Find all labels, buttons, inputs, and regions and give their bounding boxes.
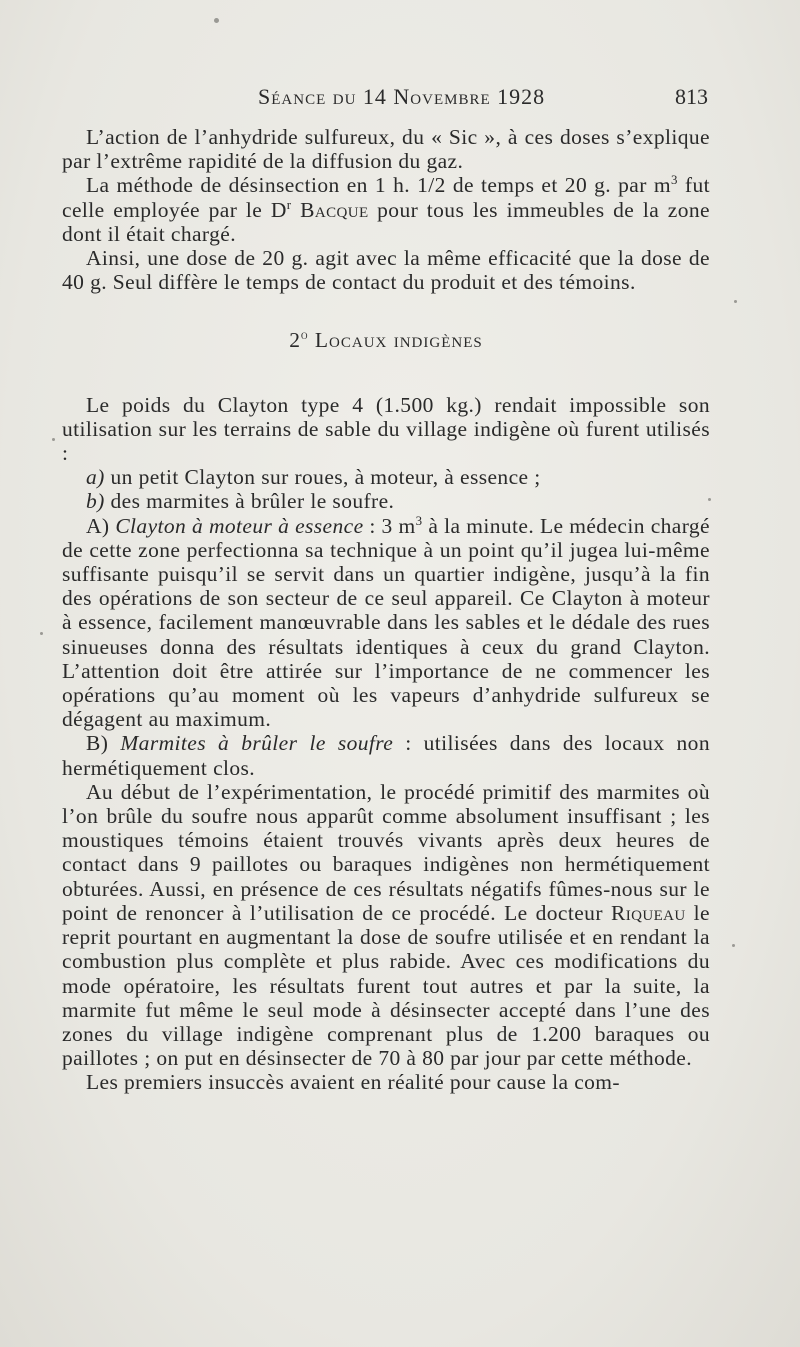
cubic-superscript-2: 3 xyxy=(415,513,423,528)
print-speck xyxy=(732,944,735,947)
print-speck xyxy=(708,498,711,501)
experimentation-text-b: le reprit pourtant en augmentant la dose de soufre utilisée et en rendant la combustion plus complète et plus rabide. Avec ces modifications du mode opératoire, les résultats furent tout autres et par la suite, la marmite fut même le seul mode à désinsecter accepté dans l’une des zones du village indigène comprenant plus de 1.200 baraques ou paillotes ; on put en désinsecter de 70 à 80 par jour par cette méthode. xyxy=(62,900,710,1071)
paragraph-diffusion-text: L’action de l’anhydride sulfureux, du « Sic », à ces doses s’explique par l’extrême rapidité de la diffusion du gaz. xyxy=(62,125,710,174)
page-header xyxy=(62,80,710,116)
section-number: 2 xyxy=(289,328,302,353)
body-text xyxy=(62,125,710,1095)
cubic-superscript: 3 xyxy=(670,173,678,188)
clayton-text-b: à la minute. Le médecin chargé de cette zone perfectionna sa technique à un point qu’il jugea lui-même suffisante puisqu’il se servit dans un quartier indigène, jusqu’à la fin des opérations de son secteur de ce seul appareil. Ce Clayton à moteur à essence, facilement manœuvrable dans les sables et le dédale des rues sinueuses donna des résultats identiques à ceux du grand Clayton. L’attention doit être attirée sur l’importance de ne commencer les opérations qu’au moment où les vapeurs d’anhydride sulfureux se dégagent au maximum. xyxy=(62,513,710,732)
list-label-a: a) xyxy=(86,465,105,490)
experimentation-text-a: Au début de l’expérimentation, le procédé primitif des marmites où l’on brûle du soufre nous apparût comme absolument insuffisant ; les moustiques témoins étaient trouvés vivants après deux heures de contact dans 9 paillotes ou baraques indigènes non hermétiquement obturées. Aussi, en présence de ces résultats négatifs fûmes-nous sur le point de renoncer à l’utilisation de ce procédé. Le docteur xyxy=(62,779,710,925)
doctor-superscript: r xyxy=(286,197,292,212)
paragraph-clayton-moteur xyxy=(62,514,710,732)
paragraph-experimentation xyxy=(62,780,710,1070)
list-label-b: b) xyxy=(86,489,105,514)
paragraph-clayton-weight xyxy=(62,393,710,466)
print-speck xyxy=(40,632,43,635)
clayton-text-a: : 3 m xyxy=(363,513,416,538)
marmites-title: Marmites à brûler le soufre xyxy=(120,731,394,756)
list-item-b xyxy=(62,489,710,513)
section-title: Locaux indigènes xyxy=(308,328,483,353)
print-speck xyxy=(734,300,737,303)
paragraph-method xyxy=(62,173,710,246)
list-text-a: un petit Clayton sur roues, à moteur, à essence ; xyxy=(104,465,541,490)
label-a-upper: A) xyxy=(86,513,116,538)
paragraph-clayton-weight-text: Le poids du Clayton type 4 (1.500 kg.) rendait impossible son utilisation sur les terrains de sable du village indigène où furent utilisés : xyxy=(62,392,710,466)
marmites-text: : utilisées dans des locaux non hermétiquement clos. xyxy=(62,731,710,780)
method-text-a: La méthode de désinsection en 1 h. 1/2 de temps et 20 g. par m xyxy=(86,173,671,198)
running-title: Séance du 14 Novembre 1928 xyxy=(258,84,546,109)
label-b-upper: B) xyxy=(86,731,121,756)
section-heading xyxy=(62,328,710,352)
paragraph-diffusion xyxy=(62,125,710,173)
section-ordinal-sup: o xyxy=(301,328,309,343)
list-item-a xyxy=(62,465,710,489)
method-text-c: pour tous les immeubles de la zone dont il était chargé. xyxy=(62,197,710,246)
clayton-moteur-title: Clayton à moteur à essence xyxy=(115,513,364,538)
doctor-name-riqueau: Riqueau xyxy=(610,900,686,925)
paragraph-marmites xyxy=(62,731,710,779)
print-speck xyxy=(214,18,219,23)
doctor-name-bacque: Bacque xyxy=(300,197,369,222)
paragraph-dose-text: Ainsi, une dose de 20 g. agit avec la même efficacité que la dose de 40 g. Seul diffère le temps de contact du produit et des témoins. xyxy=(62,246,710,295)
paragraph-dose xyxy=(62,246,710,294)
method-text-b: fut celle employée par le D xyxy=(62,173,710,222)
list-text-b: des marmites à brûler le soufre. xyxy=(104,489,395,514)
paragraph-insucces-text: Les premiers insuccès avaient en réalité pour cause la com- xyxy=(86,1070,620,1095)
paragraph-insucces xyxy=(62,1070,710,1094)
print-speck xyxy=(52,438,55,441)
page-number: 813 xyxy=(675,84,708,109)
